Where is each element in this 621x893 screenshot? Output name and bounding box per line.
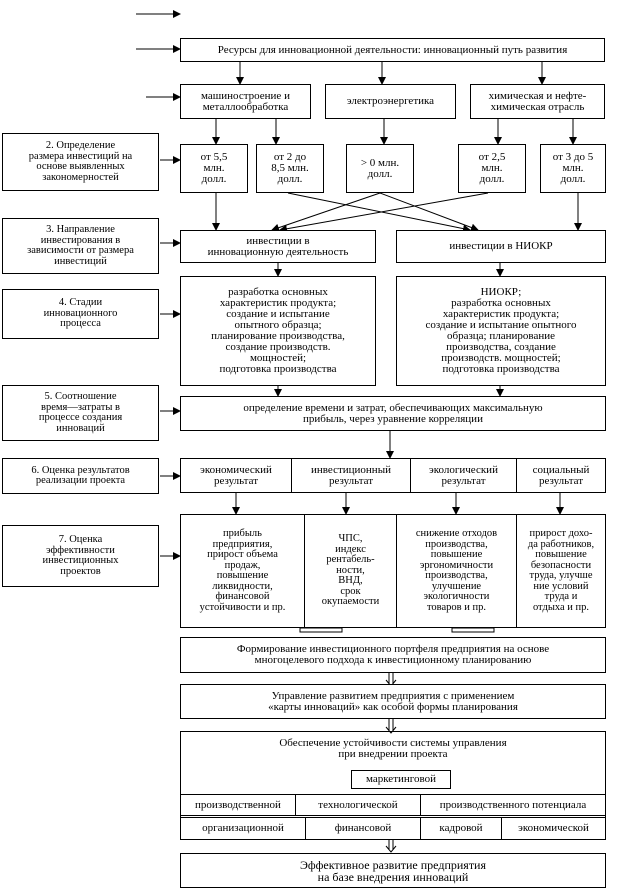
- stability-technological: технологической: [295, 794, 421, 816]
- amount-box-2: от 2 до 8,5 млн. долл.: [256, 144, 324, 193]
- stability-financial: финансовой: [305, 817, 421, 840]
- time-cost-box: определение времени и затрат, обеспечивающих максимальную прибыль, через уравнение корреляции: [180, 396, 606, 431]
- stability-title: Обеспечение устойчивости системы управления при внедрении проекта: [279, 737, 507, 760]
- stability-personnel: кадровой: [420, 817, 502, 840]
- stages-rnd-box: НИОКР; разработка основных характеристик продукта; создание и испытание опытного образца; планирование производства, создание производств. мощностей; подготовка производства: [396, 276, 606, 386]
- step-5-time-cost: 5. Соотношение время—затраты в процессе создания инноваций: [2, 385, 159, 441]
- investment-rnd-box: инвестиции в НИОКР: [396, 230, 606, 263]
- step-7-efficiency-evaluation: 7. Оценка эффективности инвестиционных проектов: [2, 525, 159, 587]
- amount-box-1: от 5,5 млн. долл.: [180, 144, 248, 193]
- results-row: [180, 458, 606, 493]
- result-social: социальный результат: [516, 458, 606, 493]
- stability-marketing: маркетинговой: [351, 770, 451, 789]
- amount-box-4: от 2,5 млн. долл.: [458, 144, 526, 193]
- step-3-investment-direction: 3. Направление инвестирования в зависимости от размера инвестиций: [2, 218, 159, 274]
- stability-production-potential: производственного потенциала: [420, 794, 606, 816]
- step-2-investment-size: 2. Определение размера инвестиций на основе выявленных закономерностей: [2, 133, 159, 191]
- stability-production: производственной: [180, 794, 296, 816]
- result-investment: инвестиционный результат: [291, 458, 411, 493]
- amount-box-3: > 0 млн. долл.: [346, 144, 414, 193]
- industry-electric-power: электроэнергетика: [325, 84, 456, 119]
- result-ecological: экологический результат: [410, 458, 517, 493]
- efficiency-investment: ЧПС, индекс рентабель- ности, ВНД, срок окупаемости: [305, 515, 397, 627]
- efficiency-economic: прибыль предприятия, прирост объема продаж, повышение ликвидности, финансовой устойчивости и пр.: [181, 515, 305, 627]
- efficiency-ecological: снижение отходов производства, повышение эргономичности производства, улучшение экологичности товаров и пр.: [397, 515, 517, 627]
- stability-block: [180, 731, 606, 840]
- stages-innovation-box: разработка основных характеристик продукта; создание и испытание опытного образца; планирование производства, создание производств. мощностей; подготовка производства: [180, 276, 376, 386]
- step-6-results-evaluation: 6. Оценка результатов реализации проекта: [2, 458, 159, 494]
- management-box: Управление развитием предприятия с применением «карты инноваций» как особой формы планирования: [180, 684, 606, 719]
- portfolio-box: Формирование инвестиционного портфеля предприятия на основе многоцелевого подхода к инвестиционному планированию: [180, 637, 606, 673]
- efficiency-grid: [180, 514, 606, 628]
- industry-chemical: химическая и нефте- химическая отрасль: [470, 84, 605, 119]
- final-box: Эффективное развитие предприятия на базе внедрения инноваций: [180, 853, 606, 888]
- result-economic: экономический результат: [180, 458, 292, 493]
- industry-machine-building: машиностроение и металлообработка: [180, 84, 311, 119]
- efficiency-social: прирост дохо- да работников, повышение безопасности труда, улучше ние условий труда и отдыха и пр.: [527, 528, 595, 613]
- resources-box: Ресурсы для инновационной деятельности: инновационный путь развития: [180, 38, 605, 62]
- amount-box-5: от 3 до 5 млн. долл.: [540, 144, 606, 193]
- investment-innovation-box: инвестиции в инновационную деятельность: [180, 230, 376, 263]
- step-4-process-stages: 4. Стадии инновационного процесса: [2, 289, 159, 339]
- stability-organizational: организационной: [180, 817, 306, 840]
- stability-economic: экономической: [501, 817, 606, 840]
